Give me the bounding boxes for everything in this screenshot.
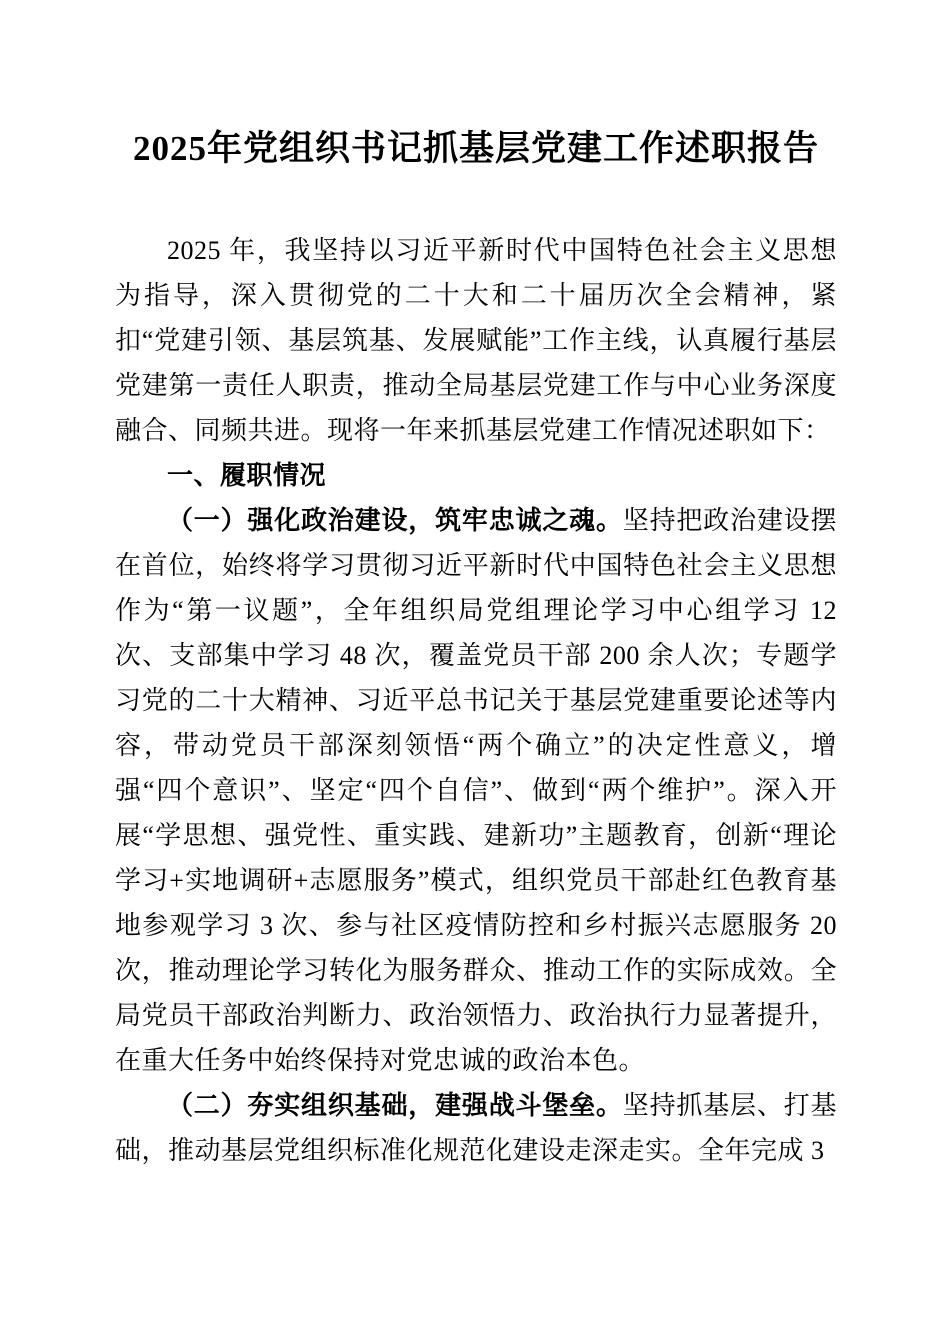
paragraph-item-2 bbox=[115, 1083, 837, 1173]
paragraph-item-2-text: 坚持抓基层、打基础，推动基层党组织标准化规范化建设走深走实。全年完成 3 bbox=[115, 1091, 837, 1165]
section-heading-1: 一、履职情况 bbox=[167, 460, 327, 490]
document-title: 2025年党组织书记抓基层党建工作述职报告 bbox=[132, 129, 819, 168]
paragraph-item-1 bbox=[115, 498, 837, 1083]
paragraph-intro: 2025 年，我坚持以习近平新时代中国特色社会主义思想为指导，深入贯彻党的二十大和二十届历次全会精神，紧扣“党建引领、基层筑基、发展赋能”工作主线，认真履行基层党建第一责任人职责，推动全局基层党建工作与中心业务深度融合、同频共进。现将一年来抓基层党建工作情况述职如下： bbox=[115, 236, 837, 445]
paragraph-item-1-text: 坚持把政治建设摆在首位，始终将学习贯彻习近平新时代中国特色社会主义思想作为“第一议题”，全年组织局党组理论学习中心组学习 12 次、支部集中学习 48 次，覆盖党员干部 200 余人次；专题学习党的二十大精神、习近平总书记关于基层党建重要论述等内容，带动党员干部深刻领悟“两个确立”的决定性意义，增强“四个意识”、坚定“四个自信”、做到“两个维护”。深入开展“学思想、强党性、重实践、建新功”主题教育，创新“理论学习+实地调研+志愿服务”模式，组织党员干部赴红色教育基地参观学习 3 次、参与社区疫情防控和乡村振兴志愿服务 20 次，推动理论学习转化为服务群众、推动工作的实际成效。全局党员干部政治判断力、政治领悟力、政治执行力显著提升，在重大任务中始终保持对党忠诚的政治本色。 bbox=[115, 506, 837, 1075]
paragraph-item-1-lead: （一）强化政治建设，筑牢忠诚之魂。 bbox=[167, 506, 623, 535]
paragraph-item-2-lead: （二）夯实组织基础，建强战斗堡垒。 bbox=[167, 1091, 623, 1120]
